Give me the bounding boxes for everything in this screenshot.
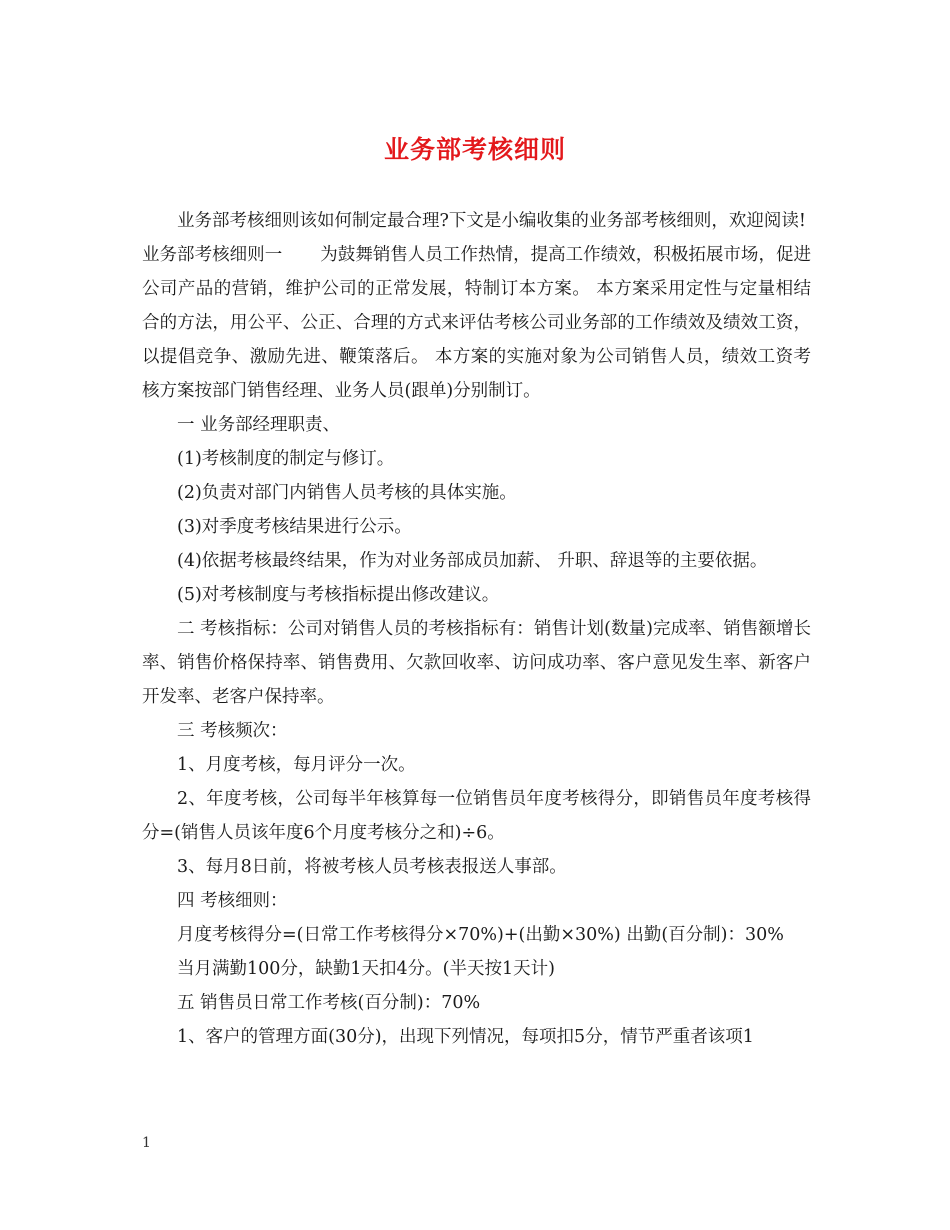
document-body	[142, 204, 811, 1054]
rules-heading: 四 考核细则：	[177, 891, 288, 911]
duty-item-4: (4)依据考核最终结果，作为对业务部成员加薪、 升职、辞退等的主要依据。	[177, 551, 768, 571]
frequency-item-3: 3、每月8日前，将被考核人员考核表报送人事部。	[177, 857, 567, 877]
rules-attendance: 当月满勤100分，缺勤1天扣4分。(半天按1天计)	[177, 959, 555, 979]
rules-formula: 月度考核得分=(日常工作考核得分×70%)+(出勤×30%) 出勤(百分制)：30%	[177, 925, 784, 945]
daily-work-item-1: 1、客户的管理方面(30分)，出现下列情况，每项扣5分，情节严重者该项1	[177, 1027, 754, 1047]
frequency-item-1: 1、月度考核，每月评分一次。	[177, 755, 416, 775]
section-paragraph	[142, 238, 811, 408]
duty-item-3: (3)对季度考核结果进行公示。	[177, 517, 412, 537]
duty-item-1: (1)考核制度的制定与修订。	[177, 449, 395, 469]
duty-item-2: (2)负责对部门内销售人员考核的具体实施。	[177, 483, 517, 503]
duty-item-5: (5)对考核制度与考核指标提出修改建议。	[177, 585, 500, 605]
intro-paragraph: 业务部考核细则该如何制定最合理?下文是小编收集的业务部考核细则，欢迎阅读!	[177, 211, 806, 231]
page-number: 1	[142, 1135, 151, 1151]
indicator-paragraph: 二 考核指标：公司对销售人员的考核指标有：销售计划(数量)完成率、销售额增长率、销售价格保持率、销售费用、欠款回收率、访问成功率、客户意见发生率、新客户开发率、老客户保持率。	[142, 619, 811, 707]
duty-heading: 一 业务部经理职责、	[177, 415, 341, 435]
frequency-heading: 三 考核频次：	[177, 721, 288, 741]
daily-work-heading: 五 销售员日常工作考核(百分制)：70%	[177, 993, 481, 1013]
document-title: 业务部考核细则	[383, 135, 566, 164]
frequency-item-2: 2、年度考核，公司每半年核算每一位销售员年度考核得分，即销售员年度考核得分=(销售人员该年度6个月度考核分之和)÷6。	[142, 789, 811, 843]
section-body: 为鼓舞销售人员工作热情，提高工作绩效，积极拓展市场，促进公司产品的营销，维护公司的正常发展，特制订本方案。 本方案采用定性与定量相结合的方法，用公平、公正、合理的方式来评估考核公司业务部的工作绩效及绩效工资，以提倡竞争、激励先进、鞭策落后。 本方案的实施对象为公司销售人员，绩效工资考核方案按部门销售经理、业务人员(跟单)分别制订。	[142, 245, 812, 401]
section-heading: 业务部考核细则一	[142, 245, 283, 265]
